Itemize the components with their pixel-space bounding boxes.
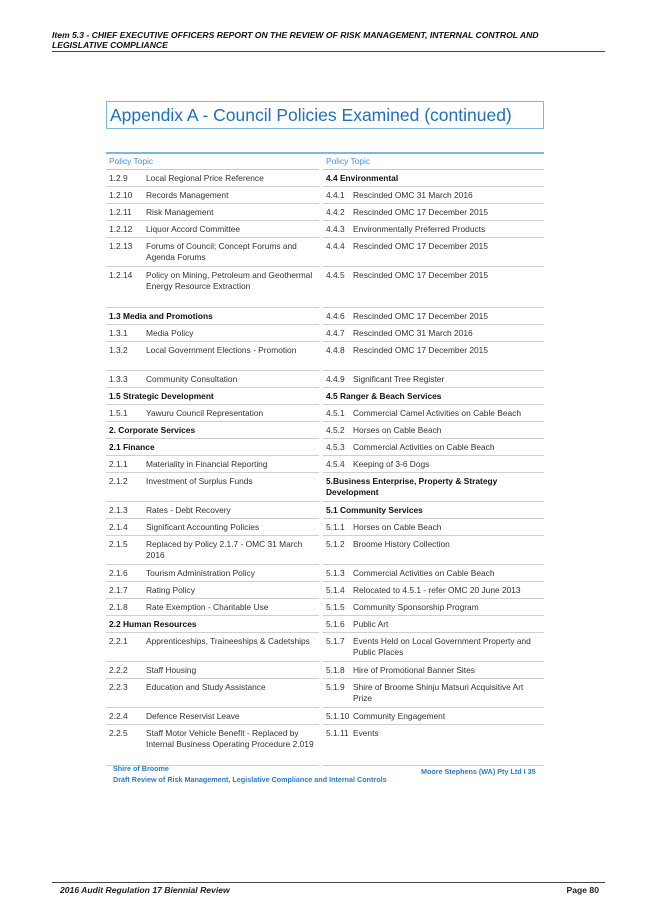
policy-number: 1.2.12 [109,224,133,234]
policy-label: Rescinded OMC 31 March 2016 [353,190,473,200]
policy-label: Significant Accounting Policies [146,522,260,532]
policy-label: Local Regional Price Reference [146,173,264,183]
policy-number: 4.4.9 [326,374,345,384]
policy-number: 2.2.1 [109,636,128,646]
policy-label: Rate Exemption - Charitable Use [146,602,269,612]
policy-label: Rescinded OMC 17 December 2015 [353,270,488,280]
section-title: 2.2 Human Resources [109,619,197,629]
section-title: 4.4 Environmental [326,173,399,183]
table-row [106,662,319,679]
policy-number: 2.1.4 [109,522,128,532]
table-row [323,633,544,662]
policy-number: 5.1.1 [326,522,345,532]
table-row [106,679,319,708]
policy-label: Liquor Accord Committee [146,224,241,234]
policy-number: 5.1.9 [326,682,345,692]
left-column-header: Policy Topic [106,154,319,170]
policy-number: 1.2.13 [109,241,133,251]
policy-number: 1.2.10 [109,190,133,200]
table-row [323,187,544,204]
policy-number: 5.1.8 [326,665,345,675]
policy-number: 4.4.1 [326,190,345,200]
section-title: 5.Business Enterprise, Property & Strategy Development [326,476,498,497]
policy-label: Policy on Mining, Petroleum and Geothermal Energy Resource Extraction [146,270,313,291]
policy-number: 4.5.2 [326,425,345,435]
policy-number: 4.4.7 [326,328,345,338]
table-row [323,599,544,616]
policy-label: Events [353,728,379,738]
table-row [106,582,319,599]
policy-number: 1.3.1 [109,328,128,338]
policy-number: 4.4.3 [326,224,345,234]
section-row [106,439,319,456]
policy-label: Rescinded OMC 17 December 2015 [353,345,488,355]
policy-number: 5.1.2 [326,539,345,549]
policy-number: 2.2.5 [109,728,128,738]
policy-number: 5.1.10 [326,711,350,721]
policy-label: Replaced by Policy 2.1.7 - OMC 31 March 2016 [146,539,303,560]
policy-number: 4.4.6 [326,311,345,321]
policy-label: Yawuru Council Representation [146,408,264,418]
policy-label: Tourism Administration Policy [146,568,255,578]
section-row [323,473,544,502]
policy-label: Relocated to 4.5.1 - refer OMC 20 June 2013 [353,585,521,595]
bottom-divider [52,882,605,883]
policy-number: 2.1.6 [109,568,128,578]
table-row [323,221,544,238]
policy-label: Education and Study Assistance [146,682,266,692]
policy-label: Broome History Collection [353,539,450,549]
table-row [106,599,319,616]
section-title: 2. Corporate Services [109,425,196,435]
table-row [106,633,319,662]
policy-number: 5.1.3 [326,568,345,578]
section-title: 2.1 Finance [109,442,155,452]
left-column [106,154,319,766]
table-row [106,221,319,238]
table-row [106,371,319,388]
table-row [106,708,319,725]
policy-label: Community Sponsorship Program [353,602,479,612]
policy-number: 4.4.5 [326,270,345,280]
policy-number: 5.1.4 [326,585,345,595]
table-row [323,308,544,325]
table-row [323,725,544,766]
table-row [323,405,544,422]
policy-label: Significant Tree Register [353,374,445,384]
policy-label: Horses on Cable Beach [353,425,442,435]
policy-number: 2.2.2 [109,665,128,675]
table-row [106,502,319,519]
policy-number: 2.1.5 [109,539,128,549]
page-title: Appendix A - Council Policies Examined (continued) [110,105,512,125]
policy-number: 1.2.14 [109,270,133,280]
table-row [323,708,544,725]
table-row [323,325,544,342]
policy-label: Risk Management [146,207,214,217]
section-title: 1.3 Media and Promotions [109,311,213,321]
policy-label: Shire of Broome Shinju Matsuri Acquisitive Art Prize [353,682,524,703]
table-row [323,679,544,708]
table-row [323,238,544,267]
policy-label: Staff Motor Vehicle Benefit - Replaced by Internal Business Operating Procedure 2.019 [146,728,314,749]
section-title: 5.1 Community Services [326,505,423,515]
table-row [323,536,544,565]
table-row [323,582,544,599]
policy-label: Defence Reservist Leave [146,711,240,721]
policy-label: Rescinded OMC 17 December 2015 [353,241,488,251]
policy-label: Community Engagement [353,711,446,721]
policy-label: Investment of Surplus Funds [146,476,253,486]
section-row [106,422,319,439]
section-row [106,616,319,633]
policy-label: Rating Policy [146,585,195,595]
policy-number: 4.4.4 [326,241,345,251]
policy-number: 4.5.1 [326,408,345,418]
section-row [106,308,319,325]
policy-label: Community Consultation [146,374,238,384]
policy-label: Materiality in Financial Reporting [146,459,268,469]
table-row [106,204,319,221]
table-row [106,405,319,422]
policy-label: Rescinded OMC 17 December 2015 [353,311,488,321]
table-row [106,342,319,371]
policy-label: Apprenticeships, Traineeships & Cadetships [146,636,310,646]
table-row [323,204,544,221]
policy-label: Public Art [353,619,389,629]
policy-label: Hire of Promotional Banner Sites [353,665,475,675]
section-title: 1.5 Strategic Development [109,391,214,401]
section-row [106,388,319,405]
policy-number: 2.1.2 [109,476,128,486]
policy-number: 2.1.7 [109,585,128,595]
table-row [106,519,319,536]
policy-number: 5.1.6 [326,619,345,629]
bottom-left-text: 2016 Audit Regulation 17 Biennial Review [60,885,230,895]
policy-number: 4.5.4 [326,459,345,469]
policy-label: Environmentally Preferred Products [353,224,486,234]
policy-label: Keeping of 3-6 Dogs [353,459,430,469]
table-row [323,439,544,456]
policy-label: Horses on Cable Beach [353,522,442,532]
header-line-2: LEGISLATIVE COMPLIANCE [52,40,168,50]
table-row [323,422,544,439]
policy-number: 4.5.3 [326,442,345,452]
policy-number: 1.3.3 [109,374,128,384]
policy-number: 5.1.11 [326,728,349,738]
policy-label: Records Management [146,190,229,200]
table-row [106,565,319,582]
policy-label: Staff Housing [146,665,197,675]
table-row [323,565,544,582]
policy-number: 4.4.8 [326,345,345,355]
table-row [106,456,319,473]
section-row [323,502,544,519]
right-column-header: Policy Topic [323,154,544,170]
table-row [323,267,544,308]
policy-number: 2.1.1 [109,459,128,469]
table-row [106,473,319,502]
table-row [106,725,319,766]
right-column [323,154,544,766]
table-row [106,170,319,187]
policy-label: Commercial Activities on Cable Beach [353,568,495,578]
table-row [106,536,319,565]
table-row [323,342,544,371]
title-box [106,101,544,129]
policy-label: Rescinded OMC 31 March 2016 [353,328,473,338]
table-row [106,325,319,342]
policy-label: Commercial Camel Activities on Cable Beach [353,408,522,418]
policy-label: Rescinded OMC 17 December 2015 [353,207,488,217]
policy-number: 2.1.8 [109,602,128,612]
policy-number: 1.5.1 [109,408,128,418]
policy-number: 4.4.2 [326,207,345,217]
table-row [323,456,544,473]
policy-label: Forums of Council; Concept Forums and Agenda Forums [146,241,297,262]
table-row [323,616,544,633]
policy-label: Commercial Activities on Cable Beach [353,442,495,452]
footer-left [113,763,387,785]
policy-number: 1.3.2 [109,345,128,355]
policy-number: 5.1.7 [326,636,345,646]
table-row [106,267,319,308]
page-number: Page 80 [566,885,599,895]
footer-org: Shire of Broome [113,764,169,773]
policy-number: 2.2.4 [109,711,128,721]
footer-doc: Draft Review of Risk Management, Legislative Compliance and Internal Controls [113,775,387,784]
policy-number: 1.2.11 [109,207,132,217]
policy-label: Rates - Debt Recovery [146,505,231,515]
section-title: 4.5 Ranger & Beach Services [326,391,442,401]
policy-number: 2.1.3 [109,505,128,515]
table-row [323,519,544,536]
table-row [323,371,544,388]
footer-firm: Moore Stephens (WA) Pty Ltd I 35 [421,767,536,776]
policy-label: Local Government Elections - Promotion [146,345,297,355]
policy-label: Events Held on Local Government Property and Public Places [353,636,531,657]
policy-label: Media Policy [146,328,194,338]
table-row [323,662,544,679]
report-header [52,30,605,50]
table-row [106,238,319,267]
policy-number: 1.2.9 [109,173,128,183]
policy-number: 2.2.3 [109,682,128,692]
header-divider [52,51,605,52]
header-line-1: Item 5.3 - CHIEF EXECUTIVE OFFICERS REPORT ON THE REVIEW OF RISK MANAGEMENT, INTERNAL CONTROL AND [52,30,539,40]
table-row [106,187,319,204]
section-row [323,170,544,187]
policy-number: 5.1.5 [326,602,345,612]
section-row [323,388,544,405]
